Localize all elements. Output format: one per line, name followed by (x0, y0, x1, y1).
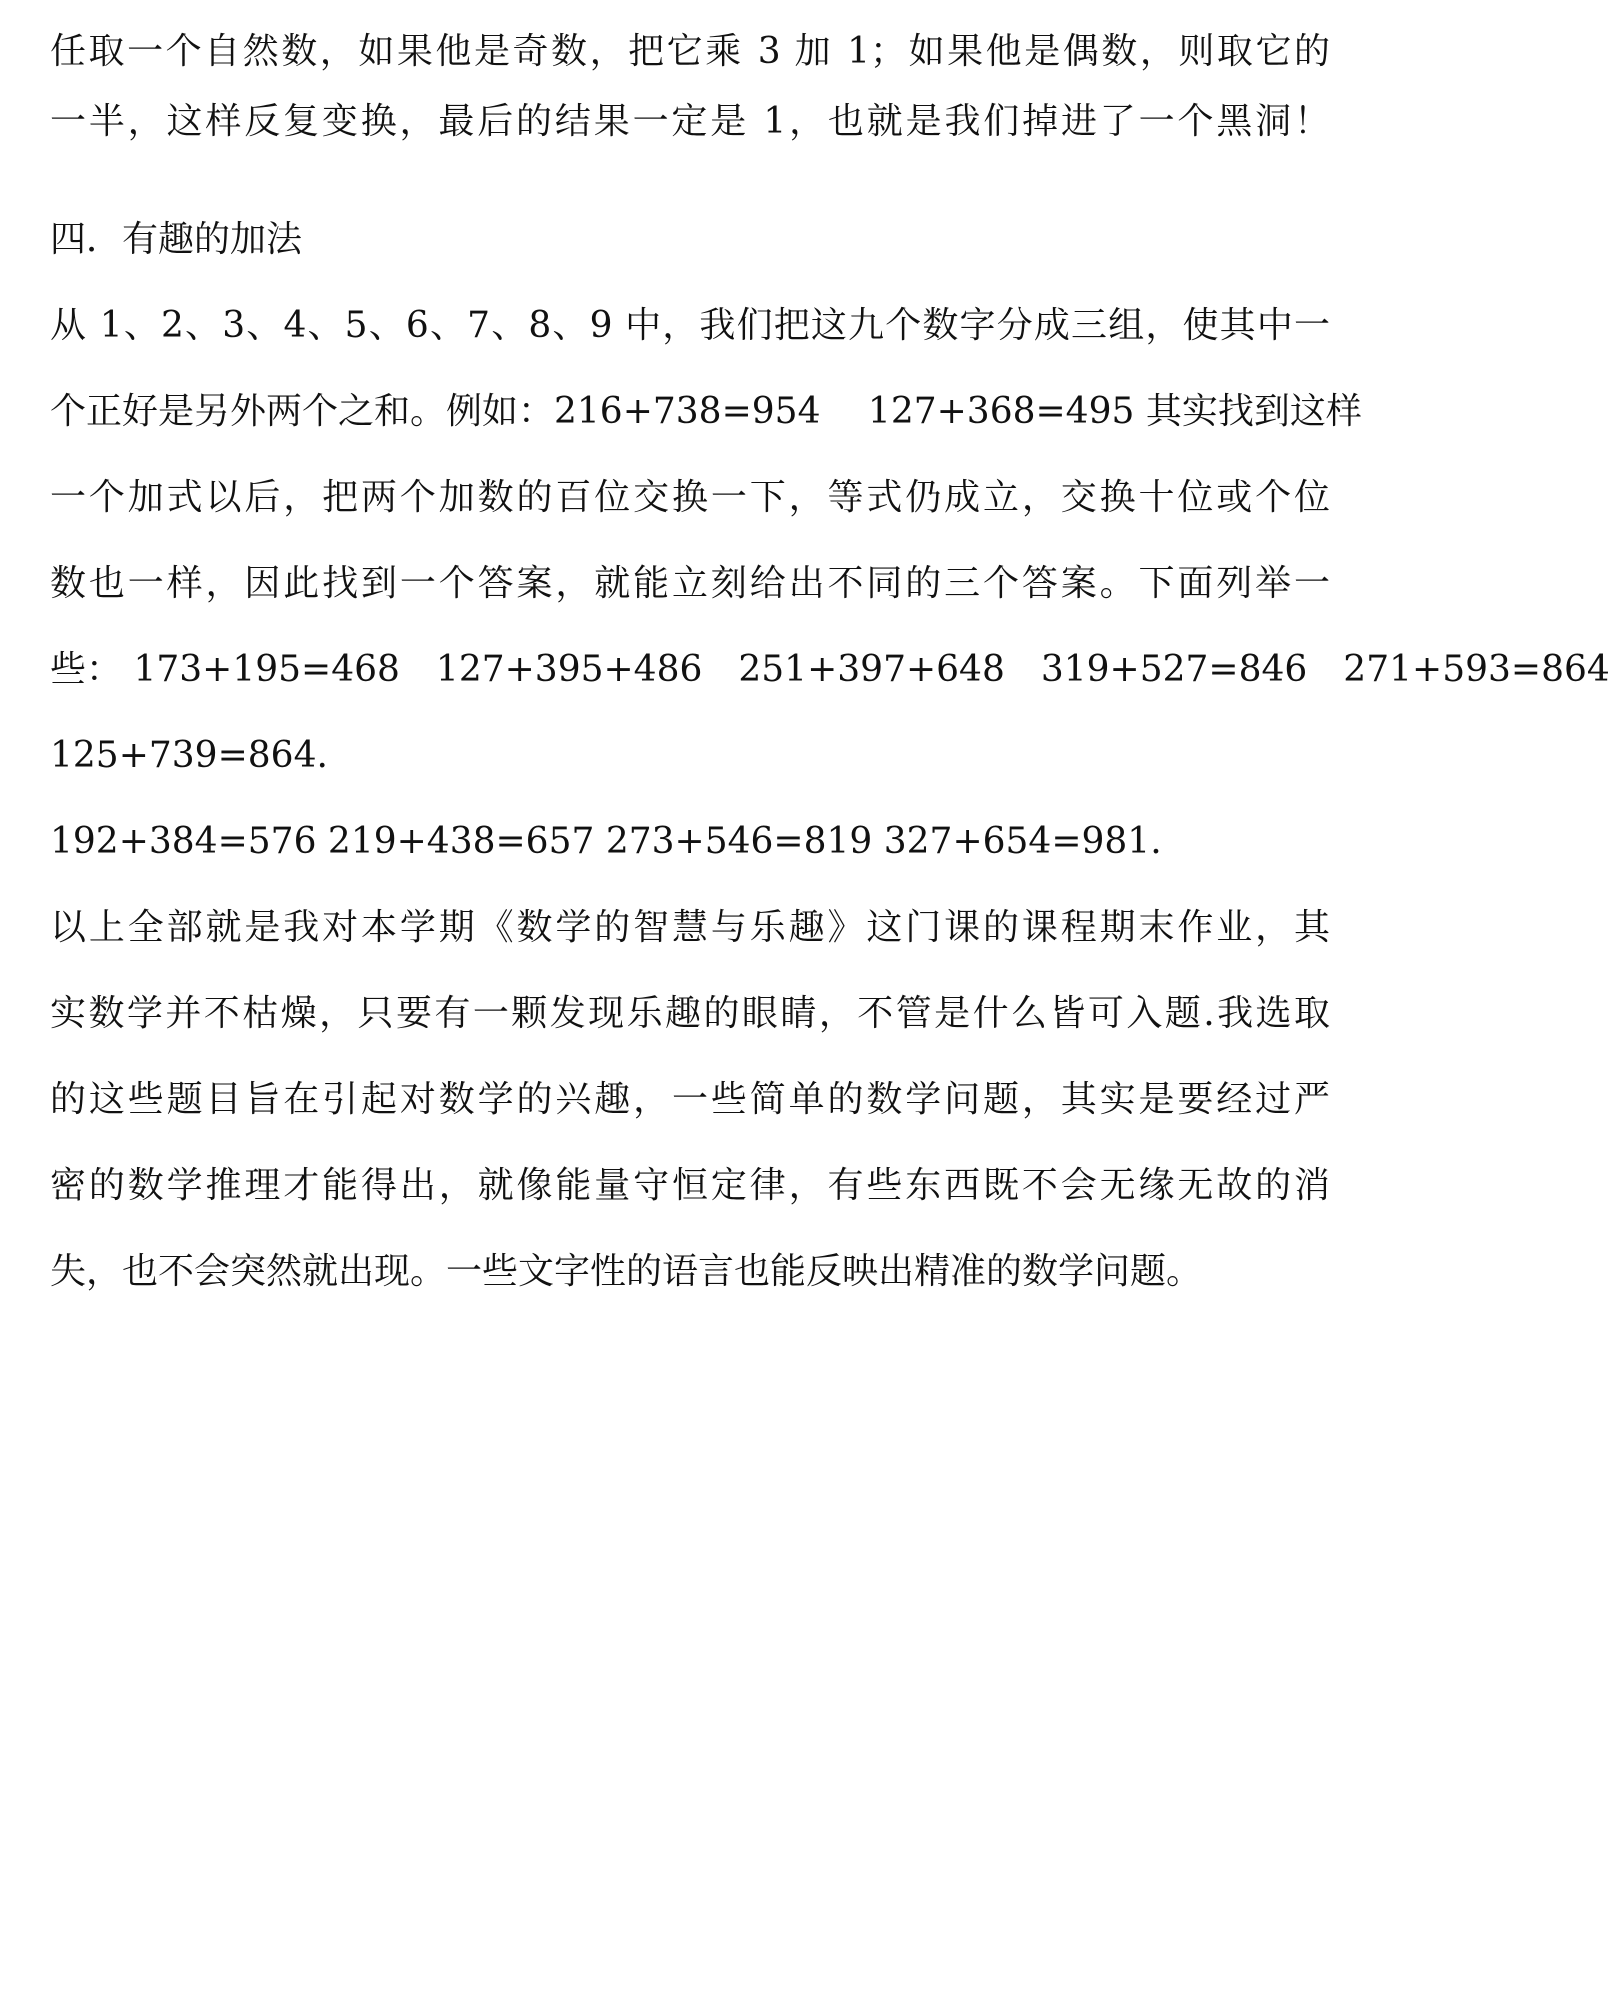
text-line-12: 实数学并不枯燥，只要有一颗发现乐趣的眼睛，不管是什么皆可入题.我选取 (50, 993, 1330, 1034)
text-line-7: 数也一样，因此找到一个答案，就能立刻给出不同的三个答案。下面列举一 (50, 563, 1330, 604)
text-line-6: 一个加式以后，把两个加数的百位交换一下，等式仍成立，交换十位或个位 (50, 477, 1330, 518)
text-line-15: 失，也不会突然就出现。一些文字性的语言也能反映出精准的数学问题。 (50, 1251, 1203, 1292)
text-line-8: 些： 173+195=468 127+395+486 251+397+648 319+527=846 271+593=864 (50, 649, 1610, 690)
text-line-5: 个正好是另外两个之和。例如：216+738=954 127+368=495 其实找到这样 (50, 391, 1362, 432)
text-line-9: 125+739=864. (50, 735, 328, 776)
section-heading: 四．有趣的加法 (50, 219, 303, 260)
text-line-4: 从 1、2、3、4、5、6、7、8、9 中，我们把这九个数字分成三组，使其中一 (50, 305, 1330, 346)
text-line-11: 以上全部就是我对本学期《数学的智慧与乐趣》这门课的课程期末作业，其 (50, 907, 1330, 948)
text-line-1: 任取一个自然数，如果他是奇数，把它乘 3 加 1；如果他是偶数，则取它的 (50, 31, 1330, 72)
text-line-13: 的这些题目旨在引起对数学的兴趣，一些简单的数学问题，其实是要经过严 (50, 1079, 1330, 1120)
text-line-2: 一半，这样反复变换，最后的结果一定是 1，也就是我们掉进了一个黑洞！ (50, 101, 1330, 142)
text-line-14: 密的数学推理才能得出，就像能量守恒定律，有些东西既不会无缘无故的消 (50, 1165, 1330, 1206)
text-line-10: 192+384=576 219+438=657 273+546=819 327+654=981. (50, 821, 1162, 862)
